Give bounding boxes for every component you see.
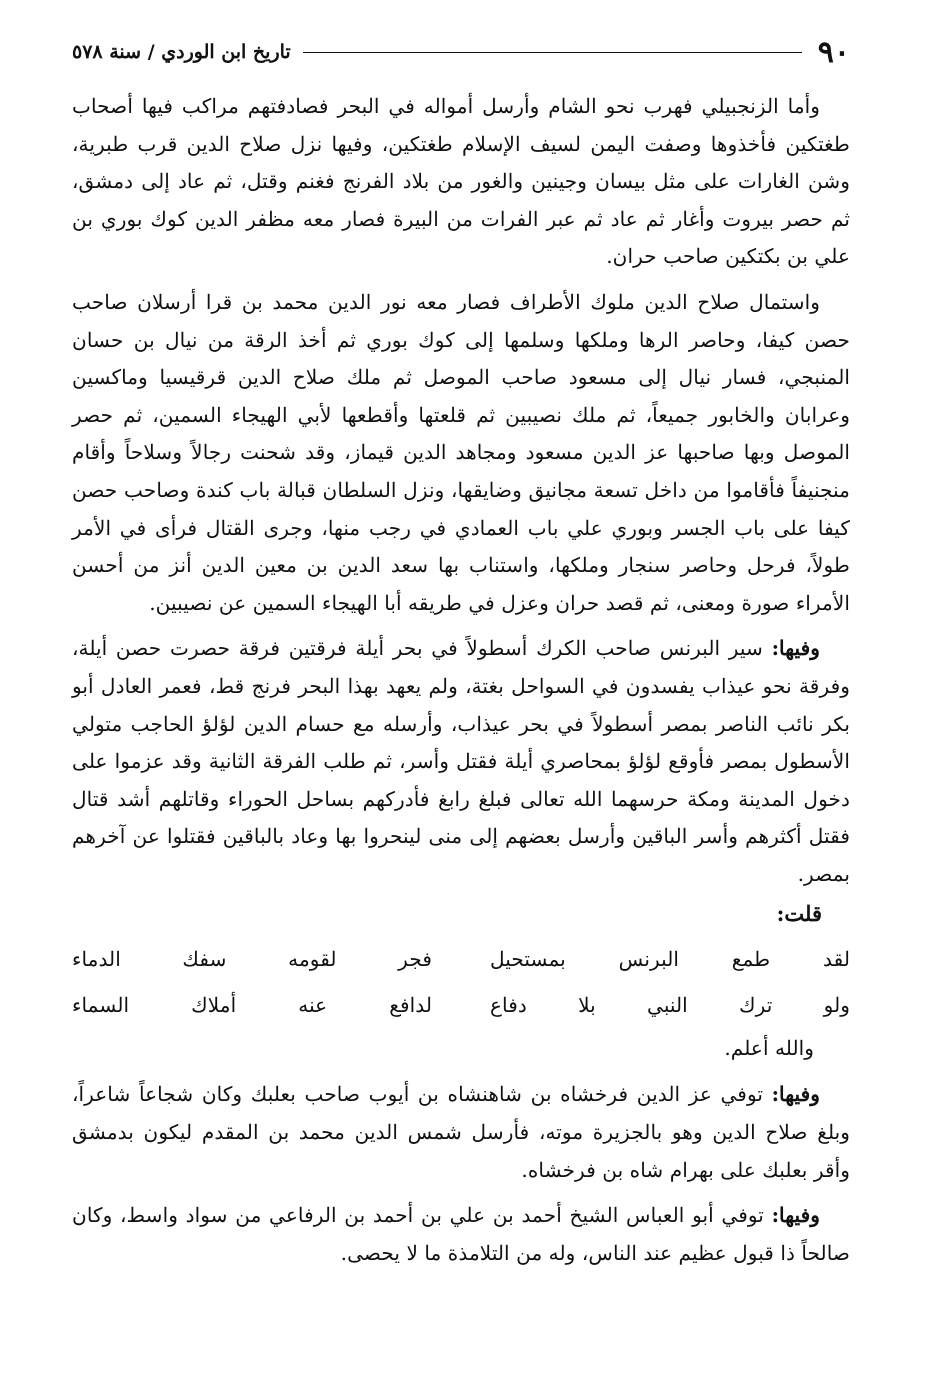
paragraph-lead: وفيها: bbox=[771, 1082, 820, 1107]
page-number: ٩٠ bbox=[817, 34, 850, 70]
header-rule bbox=[303, 52, 802, 53]
book-page bbox=[72, 30, 850, 1280]
closing-phrase: والله أعلم. bbox=[724, 1036, 814, 1061]
page-body bbox=[72, 88, 850, 1272]
paragraph-text: توفي عز الدين فرخشاه بن شاهنشاه بن أيوب صاحب بعلبك وكان شجاعاً شاعراً، وبلغ صلاح الدين وهو بالجزيرة موته، فأرسل شمس الدين محمد بن المقدم ليكون بدمشق وأقر بعلبك على بهرام شاه بن فرخشاه. bbox=[72, 1082, 850, 1182]
verse-line bbox=[72, 982, 850, 1028]
paragraph bbox=[72, 88, 850, 276]
paragraph bbox=[72, 1076, 850, 1189]
verse-second-hemistich: لدافع عنه أملاك السماء bbox=[72, 993, 432, 1018]
verse-second-hemistich: فجر لقومه سفك الدماء bbox=[72, 947, 432, 972]
verse-first-hemistich: لقد طمع البرنس بمستحيل bbox=[490, 947, 850, 972]
qult-heading: قلت: bbox=[776, 901, 822, 927]
paragraph-lead: وفيها: bbox=[771, 636, 820, 661]
verse-line bbox=[72, 936, 850, 982]
running-title: تاريخ ابن الوردي / سنة ٥٧٨ bbox=[72, 41, 291, 63]
paragraph-text: سير البرنس صاحب الكرك أسطولاً في بحر أيلة فرقتين فرقة حصرت حصن أيلة، وفرقة نحو عيذاب يفسدون في السواحل بغتة، ولم يعهد بهذا البحر فرنج قط، فعمر العادل أبو بكر نائب الناصر بمصر أسطولاً في بحر عيذاب، وأرسله مع حسام الدين لؤلؤ الحاجب متولي الأسطول بمصر فأوقع لؤلؤ بمحاصري أيلة فقتل وأسر، ثم طلب الفرقة الثانية وقد عزموا على دخول المدينة ومكة حرسهما الله تعالى فبلغ رابغ فأدركهم بساحل الحوراء وقاتلهم أشد قتال فقتل أكثرهم وأسر الباقين وأرسل بعضهم إلى منى لينحروا بها وعاد بالباقين فقتلوا عن آخرهم بمصر. bbox=[72, 636, 850, 886]
verse-first-hemistich: ولو ترك النبي بلا دفاع bbox=[490, 993, 850, 1018]
paragraph bbox=[72, 1197, 850, 1272]
paragraph-text: واستمال صلاح الدين ملوك الأطراف فصار معه نور الدين محمد بن قرا أرسلان صاحب حصن كيفا، وحاصر الرها وملكها وسلمها إلى كوك بوري ثم أخذ الرقة من نيال بن حسان المنبجي، فسار نيال إلى مسعود صاحب الموصل ثم ملك صلاح الدين قرقيسيا وماكسين وعرابان والخابور جميعاً، ثم ملك نصيبين ثم قلعتها وأقطعها لأبي الهيجاء السمين، ثم حصر الموصل وبها صاحبها عز الدين مسعود ومجاهد الدين قيماز، وقد شحنت رجالاً وسلاحاً وأقام منجنيفاً فأقاموا من داخل تسعة مجانيق وضايقها، ونزل السلطان قبالة باب كندة وصاحب حصن كيفا على باب الجسر وبوري علي باب العمادي في رجب منها، وجرى القتال فرأى في الأمر طولاً، فرحل وحاصر سنجار وملكها، واستناب بها سعد الدين بن معين الدين أنز من أحسن الأمراء صورة ومعنى، ثم قصد حران وعزل في طريقه أبا الهيجاء السمين عن نصيبين. bbox=[72, 289, 850, 615]
page-header bbox=[72, 30, 850, 74]
paragraph-text: توفي أبو العباس الشيخ أحمد بن علي بن أحمد بن الرفاعي من سواد واسط، وكان صالحاً ذا قبول عظيم عند الناس، وله من التلامذة ما لا يحصى. bbox=[72, 1203, 850, 1265]
paragraph-lead: وفيها: bbox=[771, 1203, 821, 1228]
paragraph-text: وأما الزنجبيلي فهرب نحو الشام وأرسل أمواله في البحر فصادفتهم مراكب فيها أصحاب طغتكين فأخذوها وصفت اليمن لسيف الإسلام طغتكين، وفيها نزل صلاح الدين قرب طبرية، وشن الغارات على مثل بيسان وجينين والغور من بلاد الفرنج فغنم وقتل، ثم عاد إلى دمشق، ثم حصر بيروت وأغار ثم عاد ثم عبر الفرات من البيرة فصار معه مظفر الدين كوك بوري بن علي بن بكتكين صاحب حران. bbox=[72, 94, 850, 269]
paragraph bbox=[72, 630, 850, 893]
paragraph bbox=[72, 284, 850, 622]
